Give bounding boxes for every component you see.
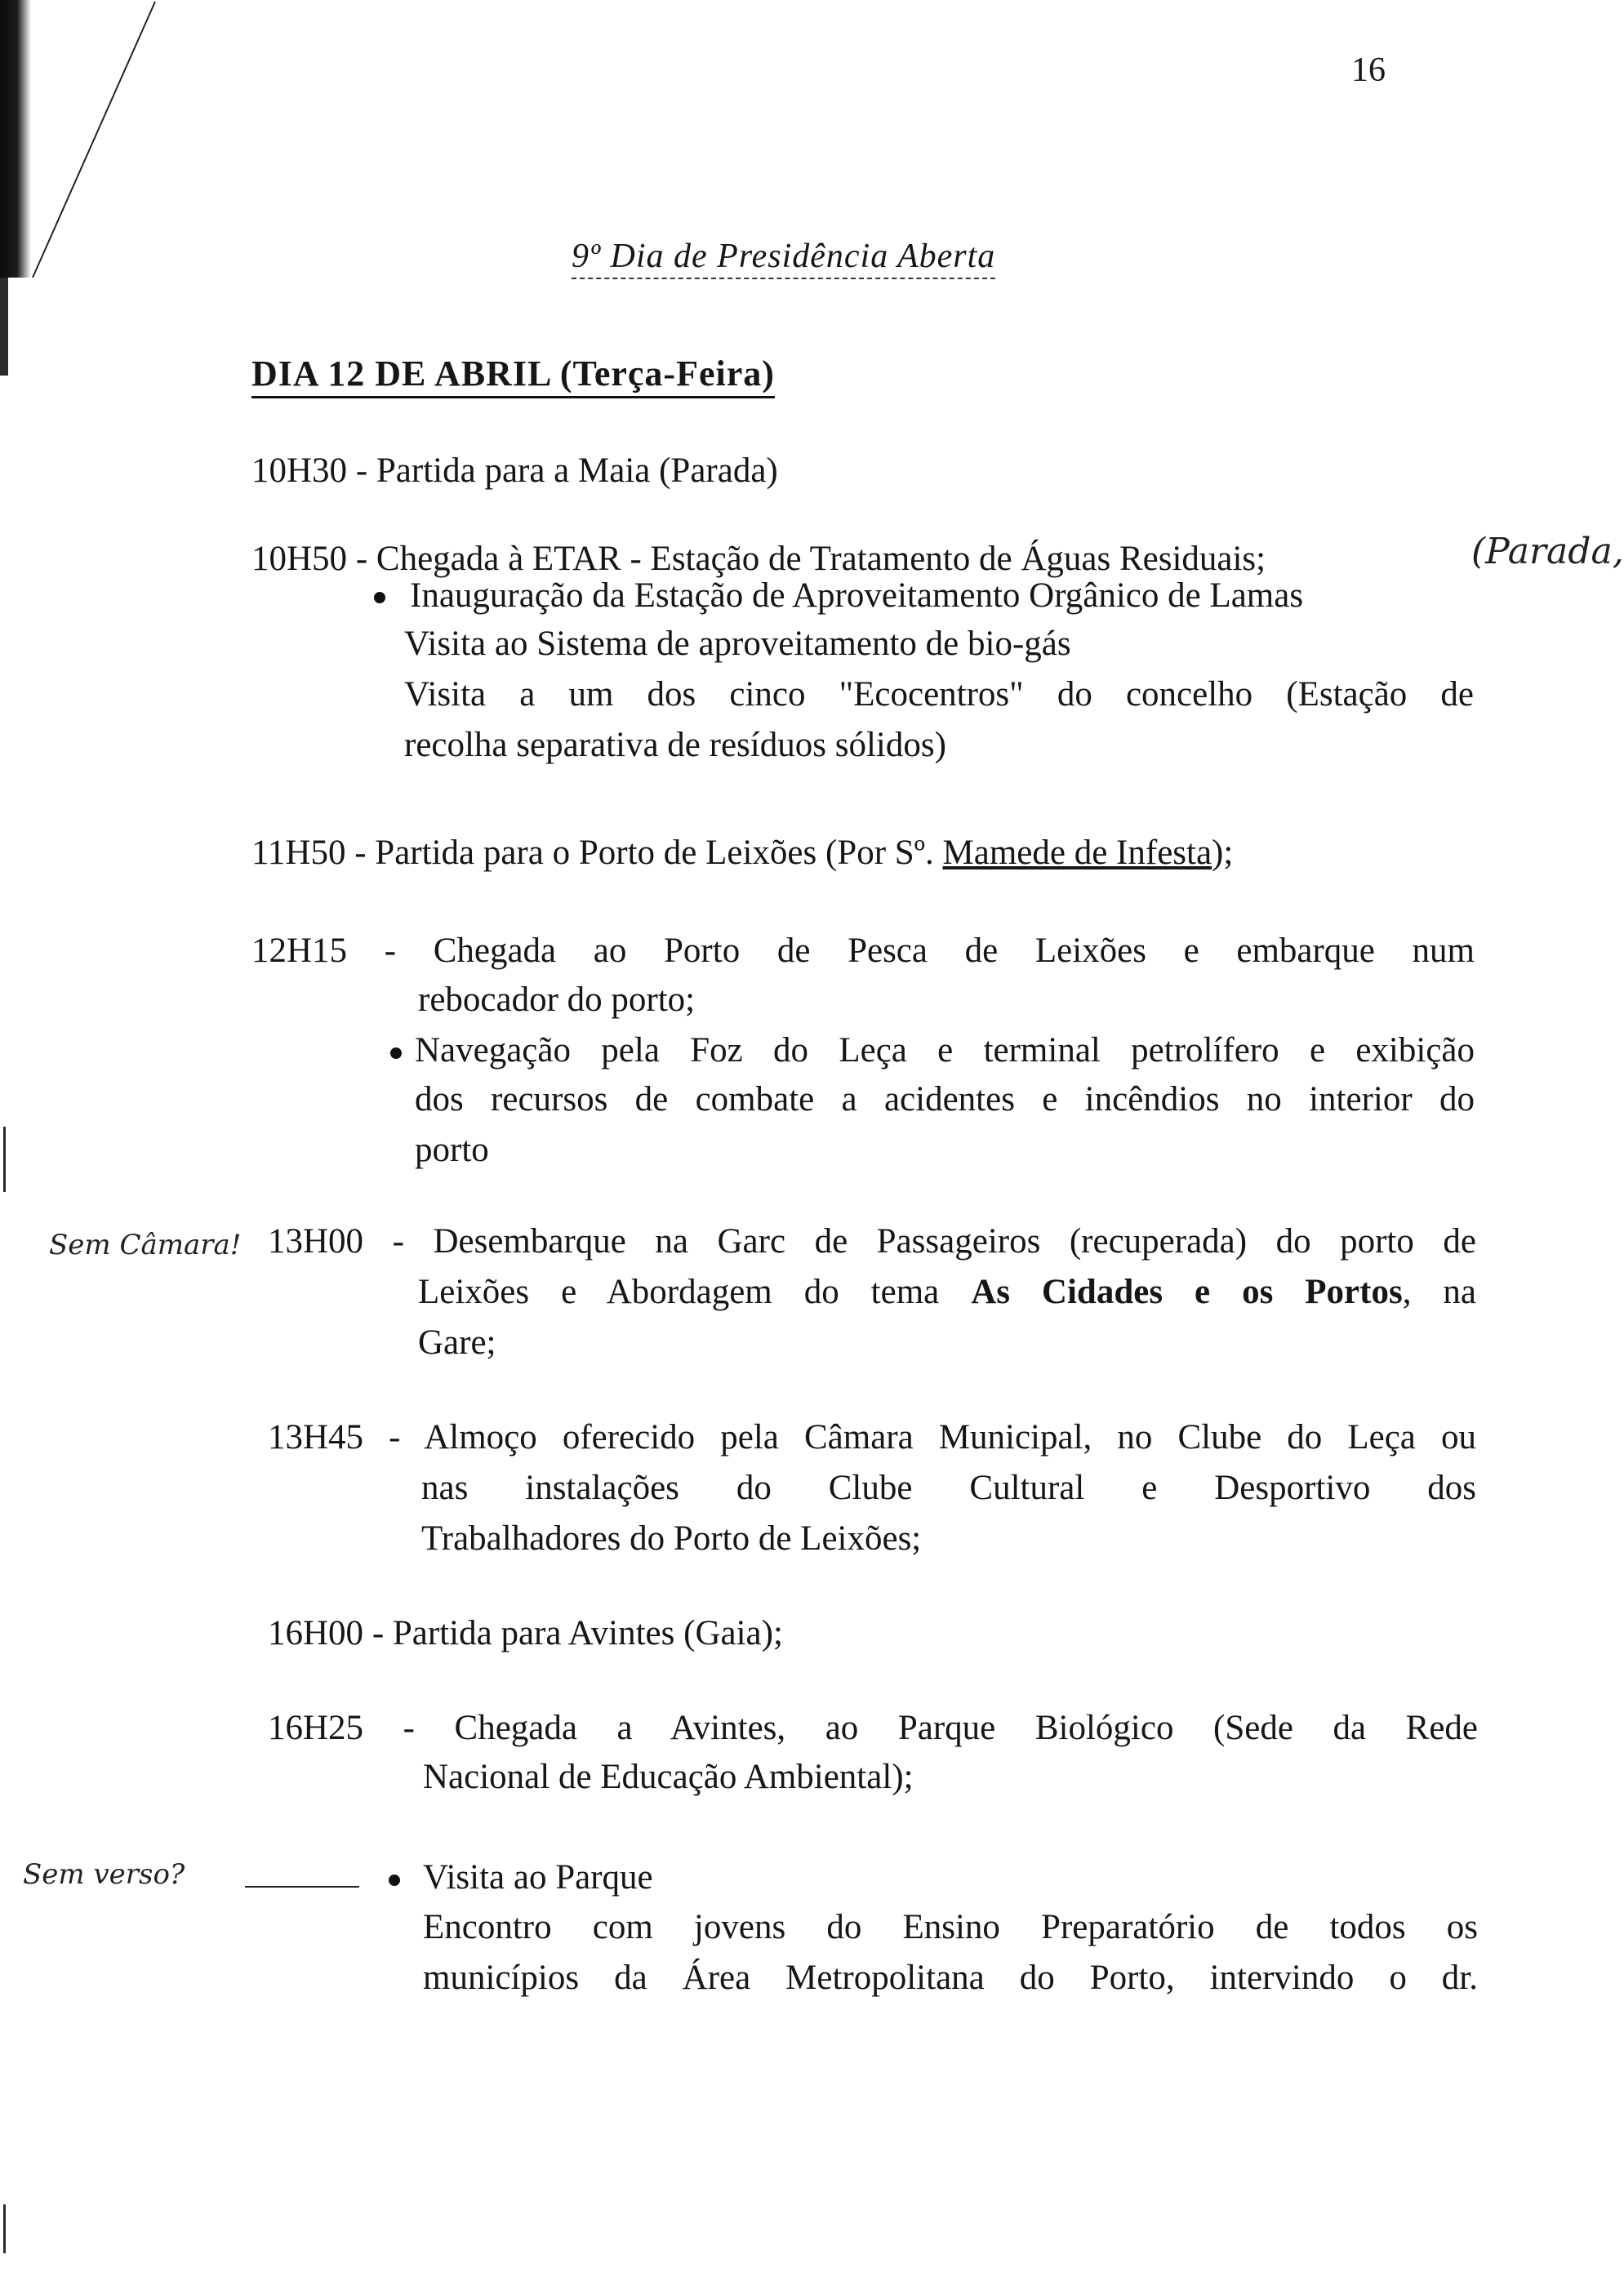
sub-line: Visita a um dos cinco "Ecocentros" do concelho (Estação de	[404, 675, 1474, 714]
agenda-item-1150: 11H50 - Partida para o Porto de Leixões (Por Sº. Mamede de Infesta);	[251, 834, 1234, 872]
day-heading: DIA 12 DE ABRIL (Terça-Feira)	[251, 353, 775, 398]
item-text: Partida para a Maia (Parada)	[376, 451, 778, 490]
sub-line: Nacional de Educação Ambiental);	[423, 1758, 914, 1796]
scan-mark	[3, 2204, 6, 2253]
bullet-icon	[374, 592, 385, 603]
agenda-item-1215: 12H15 - Chegada ao Porto de Pesca de Leixões e embarque num	[251, 932, 1475, 970]
agenda-item-1345: 13H45 - Almoço oferecido pela Câmara Municipal, no Clube do Leça ou	[268, 1418, 1476, 1457]
time: 11H50	[251, 834, 346, 872]
handwritten-note: Sem Câmara!	[49, 1229, 242, 1261]
agenda-item-1050: 10H50 - Chegada à ETAR - Estação de Tratamento de Águas Residuais;	[251, 540, 1266, 578]
sub-line: Leixões e Abordagem do tema As Cidades e os Portos, na	[418, 1273, 1476, 1311]
sub-line: porto	[415, 1131, 489, 1169]
agenda-item-1030: 10H30 - Partida para a Maia (Parada)	[251, 451, 778, 490]
sub-line: Inauguração da Estação de Aproveitamento Orgânico de Lamas	[410, 576, 1304, 615]
scan-diagonal-line	[0, 0, 245, 294]
sub-line: nas instalações do Clube Cultural e Desportivo dos	[421, 1469, 1476, 1507]
time: 10H30	[251, 451, 348, 490]
sub-line: Trabalhadores do Porto de Leixões;	[421, 1519, 922, 1558]
time: 13H45	[268, 1418, 364, 1457]
page-subtitle: 9º Dia de Presidência Aberta	[572, 237, 995, 279]
agenda-item-1600: 16H00 - Partida para Avintes (Gaia);	[268, 1614, 783, 1652]
sub-line: rebocador do porto;	[418, 981, 696, 1019]
handwritten-note: Sem verso?	[23, 1858, 185, 1891]
item-text: Chegada à ETAR - Estação de Tratamento de Águas Residuais;	[376, 540, 1266, 578]
agenda-item-1300: 13H00 - Desembarque na Garc de Passageiros (recuperada) do porto de	[268, 1222, 1476, 1261]
handwritten-dash	[245, 1886, 359, 1888]
sub-line: dos recursos de combate a acidentes e incêndios no interior do	[415, 1080, 1475, 1119]
time: 12H15	[251, 932, 348, 970]
scan-mark	[3, 1127, 6, 1192]
sub-line: Encontro com jovens do Ensino Preparatório de todos os	[423, 1908, 1478, 1946]
handwritten-note: (Parada,	[1471, 531, 1624, 572]
agenda-item-1625: 16H25 - Chegada a Avintes, ao Parque Biológico (Sede da Rede	[268, 1709, 1478, 1747]
sub-line: Navegação pela Foz do Leça e terminal petrolífero e exibição	[415, 1031, 1475, 1070]
time: 13H00	[268, 1222, 364, 1261]
sub-line: Visita ao Sistema de aproveitamento de bio-gás	[404, 625, 1071, 663]
time: 16H00	[268, 1614, 364, 1652]
sub-line: Visita ao Parque	[423, 1858, 653, 1897]
sub-line: municípios da Área Metropolitana do Porto, intervindo o dr.	[423, 1959, 1478, 1997]
page-number: 16	[1351, 51, 1386, 89]
sub-line: recolha separativa de resíduos sólidos)	[404, 726, 946, 764]
bullet-icon	[389, 1875, 400, 1886]
sub-line: Gare;	[418, 1323, 496, 1362]
time: 10H50	[251, 540, 348, 578]
time: 16H25	[268, 1709, 364, 1747]
bullet-icon	[390, 1047, 402, 1059]
